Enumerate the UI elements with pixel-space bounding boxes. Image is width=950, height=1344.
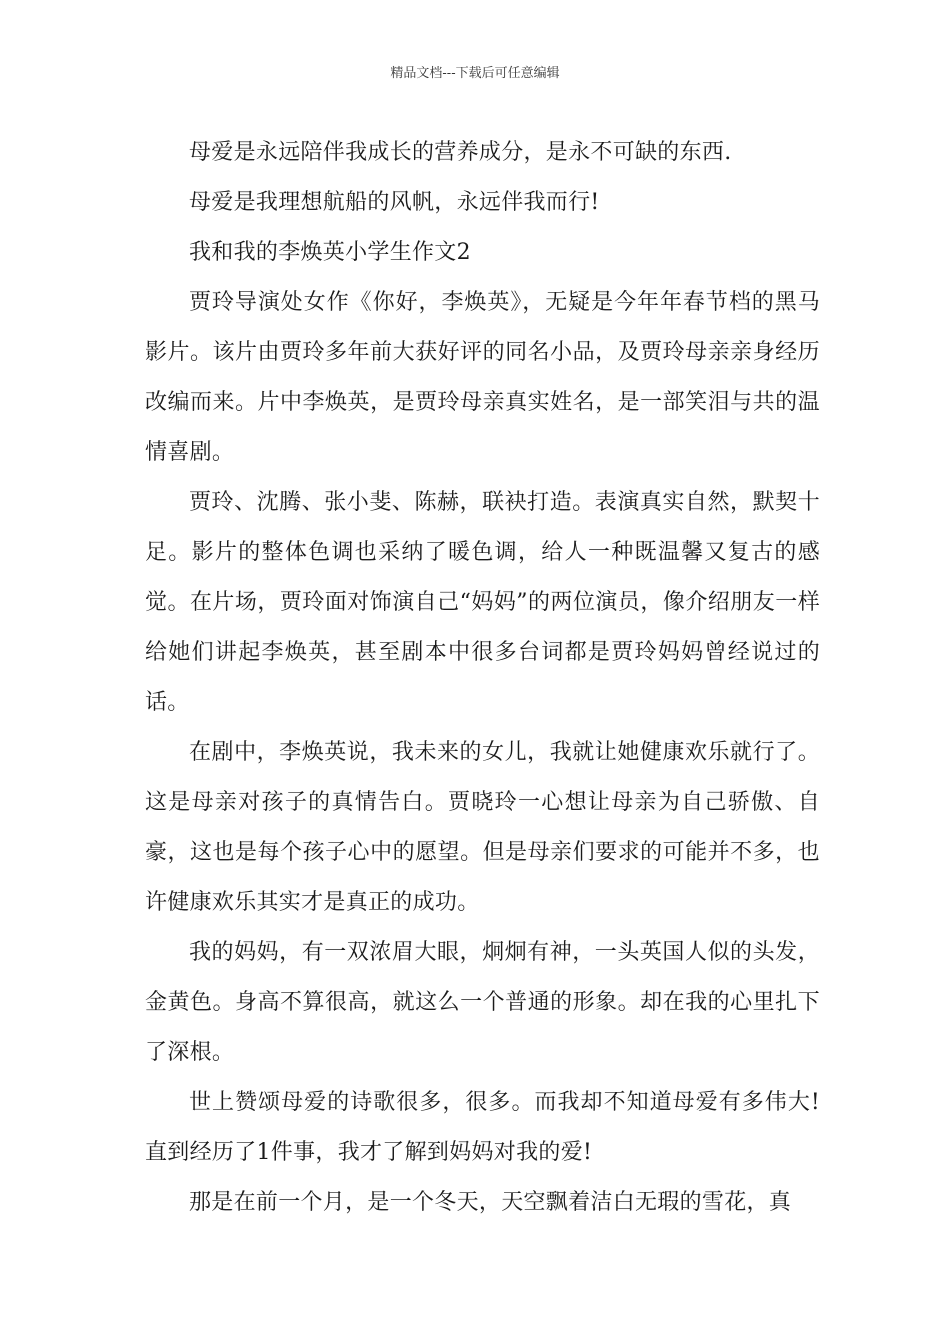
paragraph-8: 那是在前一个月，是一个冬天，天空飘着洁白无瑕的雪花，真: [189, 1190, 792, 1215]
paragraph-3: 贾玲导演处女作《你好，李焕英》，无疑是今年年春节档的黑马影片。该片由贾玲多年前大获好评的同名小品，及贾玲母亲亲身经历改编而来。片中李焕英，是贾玲母亲真实姓名，是一部笑泪与共的温情喜剧。: [145, 290, 820, 465]
document-body: [145, 128, 820, 1228]
paragraph-7: 世上赞颂母爱的诗歌很多，很多。而我却不知道母爱有多伟大!直到经历了1件事，我才了解到妈妈对我的爱!: [145, 1090, 820, 1165]
paragraph-2: 母爱是我理想航船的风帆，永远伴我而行!: [189, 190, 600, 215]
paragraph-4: 贾玲、沈腾、张小斐、陈赫，联袂打造。表演真实自然，默契十足。影片的整体色调也采纳了暖色调，给人一种既温馨又复古的感觉。在片场，贾玲面对饰演自己“妈妈”的两位演员，像介绍朋友一样给她们讲起李焕英，甚至剧本中很多台词都是贾玲妈妈曾经说过的话。: [145, 490, 820, 715]
paragraph-1: 母爱是永远陪伴我成长的营养成分，是永不可缺的东西.: [189, 140, 732, 165]
paragraph-6: 我的妈妈，有一双浓眉大眼，炯炯有神，一头英国人似的头发，金黄色。身高不算很高，就这么一个普通的形象。却在我的心里扎下了深根。: [145, 940, 820, 1065]
paragraph-5: 在剧中，李焕英说，我未来的女儿，我就让她健康欢乐就行了。这是母亲对孩子的真情告白。贾晓玲一心想让母亲为自己骄傲、自豪，这也是每个孩子心中的愿望。但是母亲们要求的可能并不多，也许健康欢乐其实才是真正的成功。: [145, 740, 820, 915]
page-header: 精品文档---下载后可任意编辑: [390, 66, 560, 81]
essay-title: 我和我的李焕英小学生作文2: [189, 240, 471, 265]
